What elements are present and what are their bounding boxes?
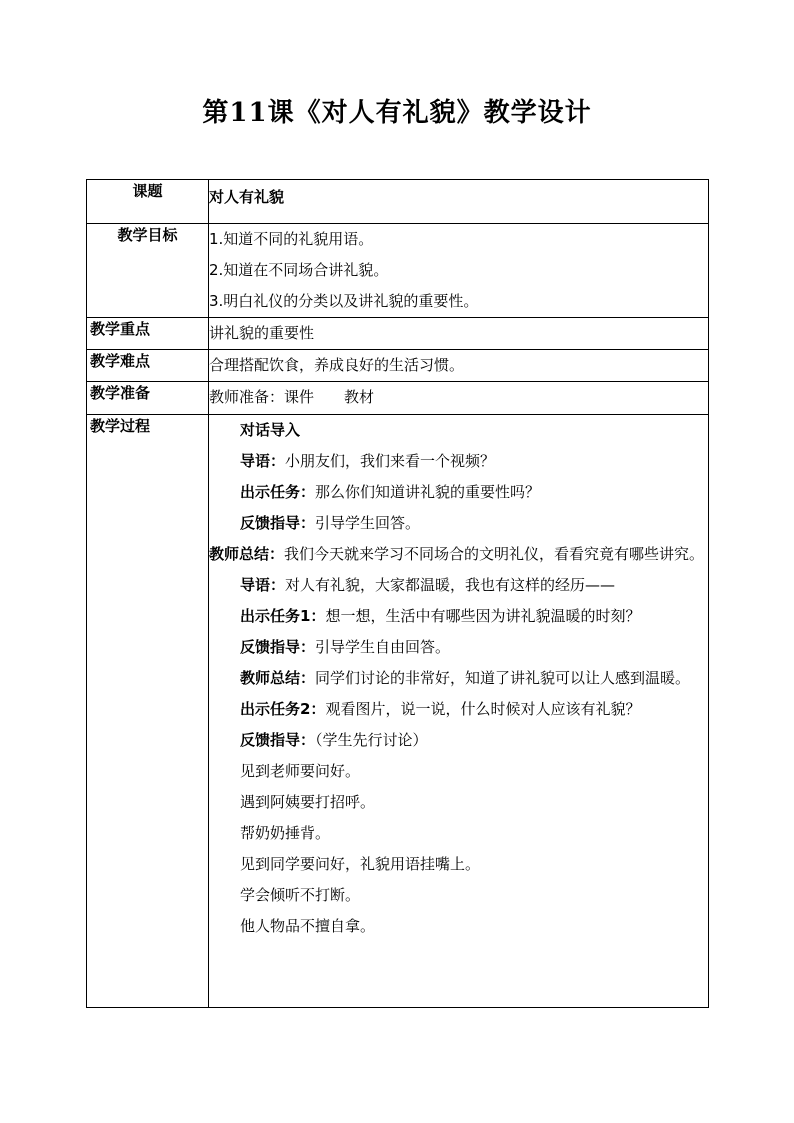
topic-value: 对人有礼貌 <box>209 180 709 224</box>
process-line: 出示任务1：想一想，生活中有哪些因为讲礼貌温暖的时刻？ <box>240 607 641 625</box>
goal-item: 1.知道不同的礼貌用语。 <box>209 230 374 248</box>
process-line: 教师总结：同学们讨论的非常好，知道了讲礼貌可以让人感到温暖。 <box>240 669 691 687</box>
process-item: 学会倾听不打断。 <box>240 886 361 904</box>
key-points-value: 讲礼貌的重要性 <box>209 318 709 350</box>
row-topic <box>87 180 709 224</box>
row-difficulties <box>87 350 709 382</box>
lesson-plan-table <box>86 179 709 1008</box>
row-preparation <box>87 382 709 415</box>
key-points-label: 教学重点 <box>87 318 209 350</box>
goal-item: 2.知道在不同场合讲礼貌。 <box>209 261 389 279</box>
row-goals <box>87 224 709 318</box>
goal-item: 3.明白礼仪的分类以及讲礼貌的重要性。 <box>209 292 479 310</box>
process-item: 见到老师要问好。 <box>240 762 361 780</box>
row-process <box>87 415 709 1008</box>
row-key-points <box>87 318 709 350</box>
goals-label: 教学目标 <box>87 224 209 318</box>
document-title: 第11课《对人有礼貌》教学设计 <box>202 98 592 128</box>
difficulties-value: 合理搭配饮食，养成良好的生活习惯。 <box>209 350 709 382</box>
preparation-label: 教学准备 <box>87 382 209 415</box>
process-label: 教学过程 <box>87 415 209 1008</box>
process-item: 遇到阿姨要打招呼。 <box>240 793 376 811</box>
preparation-value: 教师准备：课件 教材 <box>209 382 709 415</box>
difficulties-label: 教学难点 <box>87 350 209 382</box>
process-line: 导语：小朋友们，我们来看一个视频？ <box>240 452 496 470</box>
process-line: 教师总结：我们今天就来学习不同场合的文明礼仪，看看究竟有哪些讲究。 <box>209 545 705 563</box>
process-content <box>209 415 709 1008</box>
process-item: 帮奶奶捶背。 <box>240 824 331 842</box>
process-line: 反馈指导：引导学生自由回答。 <box>240 638 451 656</box>
process-item: 见到同学要问好，礼貌用语挂嘴上。 <box>240 855 481 873</box>
process-item: 他人物品不擅自拿。 <box>240 917 376 935</box>
process-line: 出示任务：那么你们知道讲礼貌的重要性吗？ <box>240 483 541 501</box>
topic-label: 课题 <box>87 180 209 224</box>
process-line: 导语：对人有礼貌，大家都温暖，我也有这样的经历—— <box>240 576 616 594</box>
process-heading: 对话导入 <box>240 421 301 439</box>
process-line: 出示任务2：观看图片，说一说，什么时候对人应该有礼貌？ <box>240 700 641 718</box>
process-line: 反馈指导：引导学生回答。 <box>240 514 421 532</box>
process-line: 反馈指导：（学生先行讨论） <box>240 731 428 749</box>
goals-content <box>209 224 709 318</box>
